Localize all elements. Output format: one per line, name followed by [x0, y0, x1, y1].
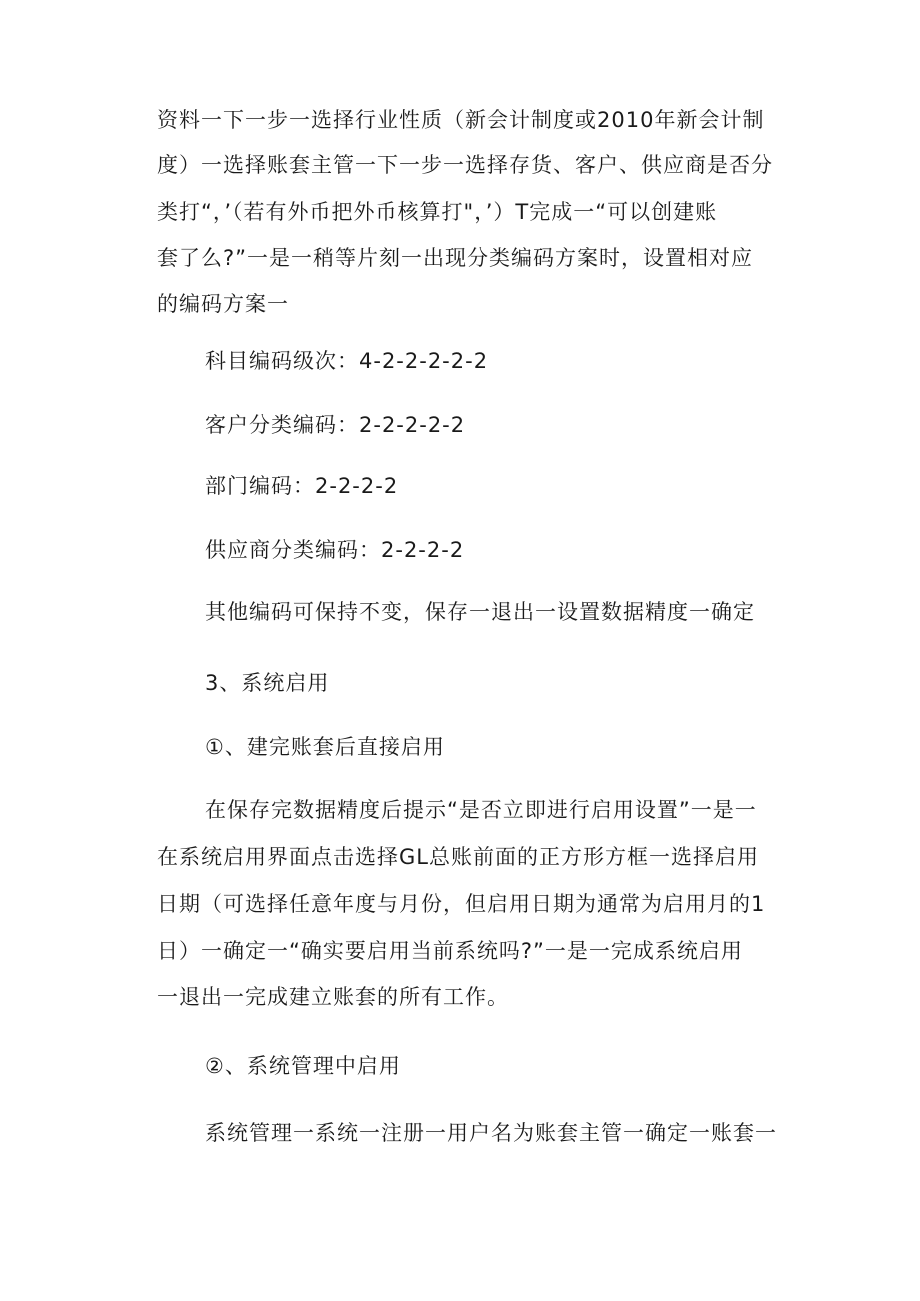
paragraph-line: 一退出一完成建立账套的所有工作。 [157, 985, 509, 1009]
department-code: 部门编码：2-2-2-2 [205, 474, 399, 498]
paragraph-line: 日）一确定一“确实要启用当前系统吗?”一是一完成系统启用 [157, 939, 743, 963]
paragraph-line: 在保存完数据精度后提示“是否立即进行启用设置”一是一 [205, 798, 757, 822]
paragraph-line: 度）一选择账套主管一下一步一选择存货、客户、供应商是否分 [157, 153, 773, 177]
subject-code-levels: 科目编码级次：4-2-2-2-2-2 [205, 349, 489, 373]
subsection-heading: ①、建完账套后直接启用 [205, 735, 445, 759]
customer-category-code: 客户分类编码：2-2-2-2-2 [205, 413, 466, 437]
other-codes-note: 其他编码可保持不变，保存一退出一设置数据精度一确定 [205, 600, 755, 624]
paragraph-line: 的编码方案一 [157, 292, 289, 316]
paragraph-line: 资料一下一步一选择行业性质（新会计制度或2010年新会计制 [157, 108, 765, 132]
paragraph-line: 在系统启用界面点击选择GL总账前面的正方形方框一选择启用 [157, 845, 759, 869]
subsection-heading: ②、系统管理中启用 [205, 1054, 401, 1078]
supplier-category-code: 供应商分类编码：2-2-2-2 [205, 538, 465, 562]
section-heading: 3、系统启用 [205, 671, 330, 695]
paragraph-line: 日期（可选择任意年度与月份，但启用日期为通常为启用月的1 [157, 892, 766, 916]
paragraph-line: 系统管理一系统一注册一用户名为账套主管一确定一账套一 [205, 1121, 777, 1145]
paragraph-line: 套了么?”一是一稍等片刻一出现分类编码方案时，设置相对应 [157, 246, 754, 270]
paragraph-line: 类打“，’（若有外币把外币核算打"，’）T完成一“可以创建账 [157, 200, 718, 224]
